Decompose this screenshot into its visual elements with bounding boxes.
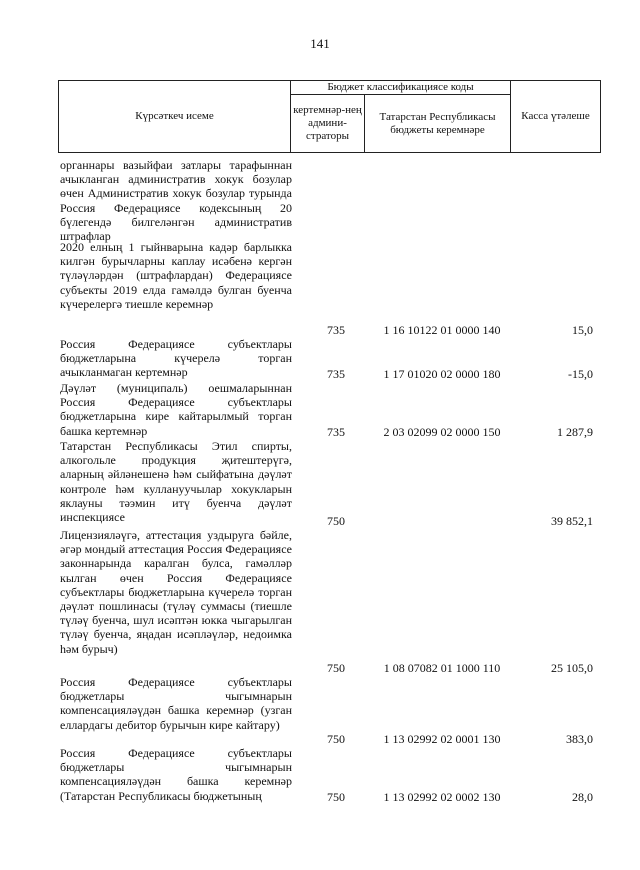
header-cash-execution: Касса үтәлеше bbox=[511, 81, 601, 153]
row-administrator-code: 750 bbox=[327, 660, 345, 675]
row-administrator-code: 750 bbox=[327, 731, 345, 746]
table-row bbox=[0, 337, 640, 381]
header-revenue-administrator: кертемнәр-нең админи-страторы bbox=[291, 95, 365, 153]
table-row bbox=[0, 675, 640, 746]
row-indicator-text: Татарстан Республикасы Этил спирты, алкогольле продукция җитештерүгә, аларның әйләнешенә һәм сыйфатына дәүләт контроле һәм куллануучылар хокукларын яклауны тәэмин итү буенча дәүләт инспекциясе bbox=[60, 439, 292, 525]
row-cash-amount: 39 852,1 bbox=[551, 513, 593, 528]
row-administrator-code: 735 bbox=[327, 322, 345, 337]
table-row bbox=[0, 746, 640, 804]
row-indicator-text: Дәүләт (муниципаль) оешмаларыннан Россия Федерациясе субъектлары бюджетларына кире кайтарылмый торган башка кертемнәр bbox=[60, 381, 292, 438]
table-row bbox=[0, 381, 640, 439]
row-cash-amount: 15,0 bbox=[572, 322, 593, 337]
header-indicator-name: Күрсәткеч исеме bbox=[59, 81, 291, 153]
table-row bbox=[0, 240, 640, 337]
row-administrator-code: 750 bbox=[327, 789, 345, 804]
table-header bbox=[58, 80, 601, 153]
row-budget-code: 1 13 02992 02 0002 130 bbox=[383, 789, 501, 804]
row-budget-code: 1 08 07082 01 1000 110 bbox=[383, 660, 501, 675]
row-cash-amount: 25 105,0 bbox=[551, 660, 593, 675]
row-cash-amount: 383,0 bbox=[566, 731, 593, 746]
table-body bbox=[0, 158, 640, 804]
header-budget-classification-codes: Бюджет классификациясе коды bbox=[291, 81, 511, 95]
table-row bbox=[0, 528, 640, 675]
row-administrator-code: 735 bbox=[327, 366, 345, 381]
table-row bbox=[0, 439, 640, 528]
row-budget-code: 1 13 02992 02 0001 130 bbox=[383, 731, 501, 746]
row-indicator-text: Лицензияләүгә, аттестация уздыруга бәйле, әгәр мондый аттестация Россия Федерациясе законнарында каралган булса, гамәлләр кылган өчен Россия Федерациясе субъектлары бюджетларына күчерелә торган дәүләт пошлинасы (түләү суммасы (тиешле түләү буенча, шул исәптән юкка чыгарылган түләү буенча, яңадан исәпләүләр, недоимка һәм бурыч) bbox=[60, 528, 292, 656]
table-row bbox=[0, 158, 640, 244]
page-number: 141 bbox=[310, 36, 330, 51]
row-budget-code: 2 03 02099 02 0000 150 bbox=[383, 424, 501, 439]
row-indicator-text: органнары вазыйфаи затлары тарафыннан ачыкланган административ хокук бозулар өчен Административ хокук бозулар турында Россия Федерациясе кодексының 20 бүлегендә билгеләнгән административ штрафлар bbox=[60, 158, 292, 244]
header-budget-revenue: Татарстан Республикасы бюджеты керемнәре bbox=[365, 95, 511, 153]
row-cash-amount: 1 287,9 bbox=[557, 424, 593, 439]
row-administrator-code: 735 bbox=[327, 424, 345, 439]
row-cash-amount: 28,0 bbox=[572, 789, 593, 804]
row-administrator-code: 750 bbox=[327, 513, 345, 528]
row-cash-amount: -15,0 bbox=[568, 366, 593, 381]
row-indicator-text: Россия Федерациясе субъектлары бюджетлары чыгымнарын компенсацияләүдән башка керемнәр (Татарстан Республикасы бюджетының bbox=[60, 746, 292, 803]
row-indicator-text: 2020 елның 1 гыйнварына кадәр барлыкка килгән бурычларны каплау исәбенә кергән түләүләрдән (штрафлардан) Федерациясе субъекты 2019 елда гамәлдә булган буенча күчерелергә тиешле керемнәр bbox=[60, 240, 292, 311]
row-indicator-text: Россия Федерациясе субъектлары бюджетлары чыгымнарын компенсацияләүдән башка керемнәр (узган еллардагы дебитор бурычын кире кайтару) bbox=[60, 675, 292, 732]
row-indicator-text: Россия Федерациясе субъектлары бюджетларына күчерелә торган ачыкланмаган кертемнәр bbox=[60, 337, 292, 380]
row-budget-code: 1 17 01020 02 0000 180 bbox=[383, 366, 501, 381]
row-budget-code: 1 16 10122 01 0000 140 bbox=[383, 322, 501, 337]
